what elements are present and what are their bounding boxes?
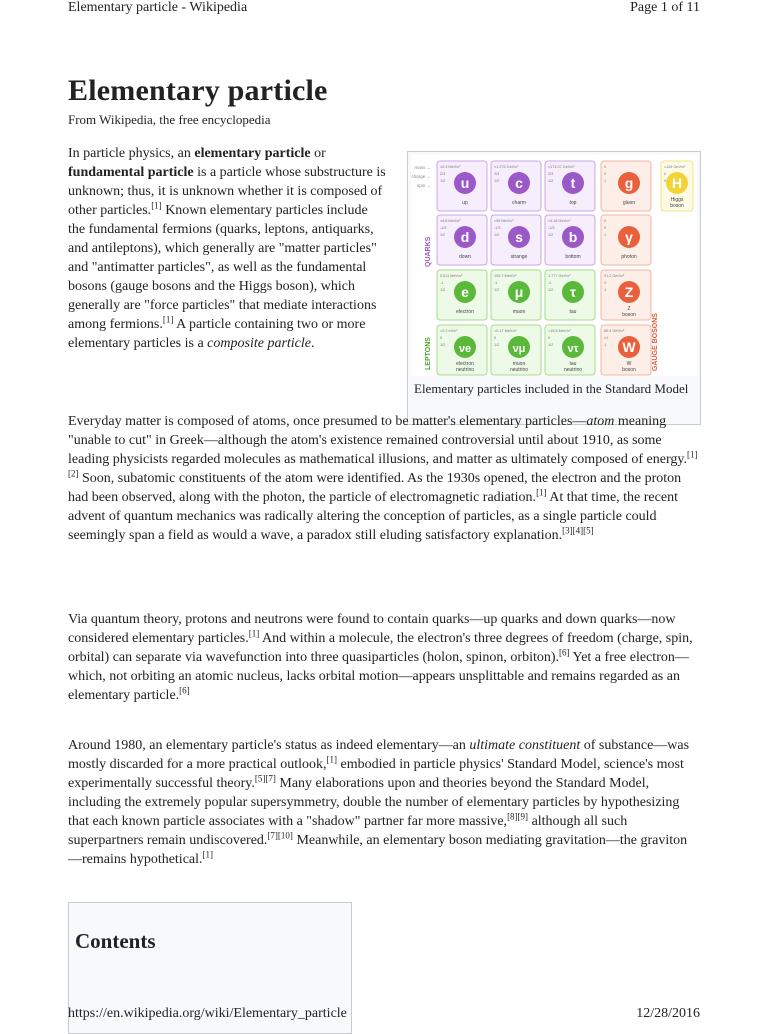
particle-name: photon [621, 254, 637, 260]
footer-url: https://en.wikipedia.org/wiki/Elementary_particle [68, 1006, 347, 1021]
particle-mass: ≈173.07 GeV/c² [548, 165, 575, 169]
particle-mass: 91.2 GeV/c² [604, 274, 625, 278]
particle-mass: ≈126 GeV/c² [664, 165, 686, 169]
paragraph-quantum: Via quantum theory, protons and neutrons were found to contain quarks—up quarks and down quarks—now considered elementary particles.[1] And within a molecule, the electron's three degrees of freedom (charge, spin, orbital) can separate via wavefunction into three quasiparticles (holon, spinon, orbiton).[6] Yet a free electron—which, not orbiting an atomic nucleus, lacks orbital motion—appears unsplittable and remains regarded as an elementary particle.[6] [68, 612, 693, 703]
particle-charge: 0 [548, 336, 551, 340]
particle-name: Higgs [670, 197, 684, 203]
citation-link[interactable]: [6] [559, 647, 570, 658]
particle-spin: 1 [604, 343, 607, 347]
article-subtitle: From Wikipedia, the free encyclopedia [68, 112, 271, 127]
page-title: Elementary particle [68, 74, 328, 107]
particle-name: boson [622, 312, 636, 318]
particle-name: up [462, 200, 468, 206]
particle-symbol: u [460, 175, 470, 191]
particle-charge: -1/3 [548, 226, 555, 230]
citation-link[interactable]: [8][9] [507, 811, 529, 822]
particle-symbol: b [568, 229, 578, 245]
particle-name: tau [569, 309, 577, 315]
particle-spin: 1 [604, 288, 607, 292]
particle-symbol: H [671, 175, 683, 191]
particle-symbol: νμ [512, 343, 526, 355]
citation-link[interactable]: [1] [248, 628, 260, 639]
particle-charge: 2/3 [548, 172, 554, 176]
header-title: Elementary particle - Wikipedia [68, 0, 248, 15]
particle-name: electron [456, 361, 474, 367]
particle-symbol: W [622, 339, 636, 355]
particle-mass: 105.7 MeV/c² [494, 274, 517, 278]
particle-symbol: t [570, 175, 576, 191]
particle-spin: 1/2 [440, 233, 446, 237]
particle-charge: 0 [604, 226, 607, 230]
particle-mass: 0 [604, 219, 607, 223]
particle-name: boson [622, 367, 636, 373]
particle-spin: 0 [664, 179, 667, 183]
particle-mass: 0.511 MeV/c² [440, 274, 463, 278]
particle-charge: -1/3 [440, 226, 447, 230]
quarks-label: QUARKS [425, 236, 432, 267]
particle-name: bottom [565, 254, 581, 260]
particle-symbol: e [461, 284, 469, 300]
term-elementary-particle: elementary particle [194, 146, 311, 161]
particle-name: charm [512, 200, 526, 206]
particle-symbol: g [624, 175, 634, 191]
paragraph-history: Everyday matter is composed of atoms, once presumed to be matter's elementary particles—atom meaning "unable to cut" in Greek—although the atom's existence remained controversial until about 1910, as some leading physicists regarded molecules as mathematical illusions, and matter as ultimately composed of energy.[1][2] Soon, subatomic constituents of the atom were identified. As the 1930s opened, the electron and the proton had been observed, along with the photon, the particle of electromagnetic radiation.[1] At that time, the recent advent of quantum mechanics was radically altering the conception of particles, as a single particle could seemingly span a field as would a wave, a paradox still eluding satisfactory explanation.[3][4][5] [68, 414, 698, 543]
particle-spin: 1/2 [548, 288, 554, 292]
term-atom: atom [586, 414, 615, 429]
particle-mass: ≈95 MeV/c² [494, 219, 514, 223]
particle-symbol: ντ [567, 343, 579, 355]
citation-link[interactable]: [1] [202, 849, 214, 860]
particle-spin: 1/2 [494, 233, 500, 237]
term-fundamental-particle: fundamental particle [68, 165, 194, 180]
page-header [68, 0, 700, 20]
particle-spin: 1/2 [548, 233, 554, 237]
particle-name: down [459, 254, 471, 260]
page-number: Page 1 of 11 [630, 0, 700, 15]
particle-charge: -1 [548, 281, 552, 285]
particle-spin: 1/2 [440, 179, 446, 183]
particle-name: neutrino [455, 367, 475, 373]
particle-mass: ≈4.18 GeV/c² [548, 219, 571, 223]
citation-link[interactable]: [1] [536, 487, 547, 498]
particle-mass: ≈1.275 GeV/c² [494, 165, 519, 169]
particle-mass: ≈2.3 MeV/c² [440, 165, 461, 169]
citation-link[interactable]: [6] [179, 685, 190, 696]
paragraph-standard-model: Around 1980, an elementary particle's status as indeed elementary—an ultimate constituent of substance—was mostly discarded for a more practical outlook,[1] embodied in particle physics' Standard Model, science's most experimentally successful theory.[5][7] Many elaborations upon and theories beyond the Standard Model, including the extremely popular supersymmetry, double the number of elementary particles by hypothesizing that each known particle associates with a "shadow" partner far more massive,[8][9] although all such superpartners remain undiscovered.[7][10] Meanwhile, an elementary boson mediating gravitation—the graviton—remains hypothetical.[1] [68, 738, 690, 867]
particle-mass: 1.777 GeV/c² [548, 274, 571, 278]
particle-symbol: s [515, 229, 523, 245]
particle-name: Z [627, 306, 631, 312]
particle-name: neutrino [563, 367, 583, 373]
particle-symbol: μ [514, 284, 524, 300]
citation-link[interactable]: [7][10] [267, 830, 293, 841]
particle-charge: 0 [604, 172, 607, 176]
row-label: mass → [414, 165, 431, 170]
citation-link[interactable]: [1] [326, 754, 338, 765]
particle-name: W [626, 361, 632, 367]
contents-title: Contents [75, 929, 156, 953]
footer-date: 12/28/2016 [636, 1006, 700, 1021]
particle-name: muon [512, 309, 526, 315]
citation-link[interactable]: [1][2] [68, 449, 698, 479]
particle-mass: 80.4 GeV/c² [604, 329, 625, 333]
term-composite-particle[interactable]: composite particle [207, 336, 311, 351]
leptons-label: LEPTONS [425, 337, 432, 370]
particle-symbol: γ [625, 229, 633, 245]
particle-spin: 1/2 [494, 179, 500, 183]
particle-mass: <0.17 MeV/c² [494, 329, 517, 333]
row-label: spin → [416, 183, 431, 188]
standard-model-svg [411, 155, 697, 376]
standard-model-chart [411, 155, 697, 376]
particle-spin: 1 [604, 179, 607, 183]
particle-spin: 1/2 [494, 343, 500, 347]
particle-charge: 0 [604, 281, 607, 285]
particle-name: tau [569, 361, 577, 367]
citation-link[interactable]: [1] [151, 200, 162, 211]
particle-spin: 1/2 [548, 343, 554, 347]
particle-spin: 1/2 [440, 288, 446, 292]
standard-model-figure [407, 151, 701, 425]
particle-spin: 1 [604, 233, 607, 237]
particle-spin: 1/2 [440, 343, 446, 347]
particle-charge: 2/3 [494, 172, 500, 176]
paragraph-intro: In particle physics, an elementary particle or fundamental particle is a particle whose substructure is unknown; thus, it is unknown whether it is composed of other particles.[1] Known elementary particles include the fundamental fermions (quarks, leptons, antiquarks, and antileptons), which generally are "matter particles" and "antimatter particles", as well as the fundamental bosons (gauge bosons and the Higgs boson), which generally are "force particles" that mediate interactions among fermions.[1] A particle containing two or more elementary particles is a composite particle. [68, 146, 386, 351]
figure-caption: Elementary particles included in the Standard Model [414, 381, 689, 396]
particle-name: top [569, 200, 577, 206]
particle-mass: ≈4.8 MeV/c² [440, 219, 461, 223]
particle-name: boson [670, 203, 684, 209]
citation-link[interactable]: [5][7] [254, 773, 276, 784]
particle-charge: 0 [664, 172, 667, 176]
citation-link[interactable]: [1] [162, 314, 174, 325]
particle-symbol: τ [569, 284, 577, 300]
term-ultimate-constituent: ultimate constituent [469, 738, 581, 753]
particle-spin: 1/2 [548, 179, 554, 183]
particle-name: electron [456, 309, 474, 315]
particle-symbol: Z [624, 284, 634, 300]
particle-symbol: νe [458, 343, 472, 355]
particle-name: neutrino [509, 367, 529, 373]
particle-charge: 2/3 [440, 172, 446, 176]
particle-mass: <15.5 MeV/c² [548, 329, 571, 333]
particle-symbol: c [515, 175, 523, 191]
particle-charge: 0 [494, 336, 497, 340]
particle-mass: <2.2 eV/c² [440, 329, 458, 333]
particle-charge: ±1 [604, 336, 609, 340]
particle-charge: -1/3 [494, 226, 501, 230]
particle-name: muon [512, 361, 526, 367]
gauge-bosons-label: GAUGE BOSONS [652, 313, 659, 371]
particle-spin: 1/2 [494, 288, 500, 292]
particle-mass: 0 [604, 165, 607, 169]
row-label: charge → [411, 174, 431, 179]
citation-link[interactable]: [3][4][5] [562, 525, 594, 536]
particle-name: gluon [622, 200, 636, 206]
particle-charge: -1 [440, 281, 444, 285]
particle-symbol: d [460, 229, 470, 245]
particle-charge: 0 [440, 336, 443, 340]
particle-name: strange [510, 254, 528, 260]
particle-charge: -1 [494, 281, 498, 285]
